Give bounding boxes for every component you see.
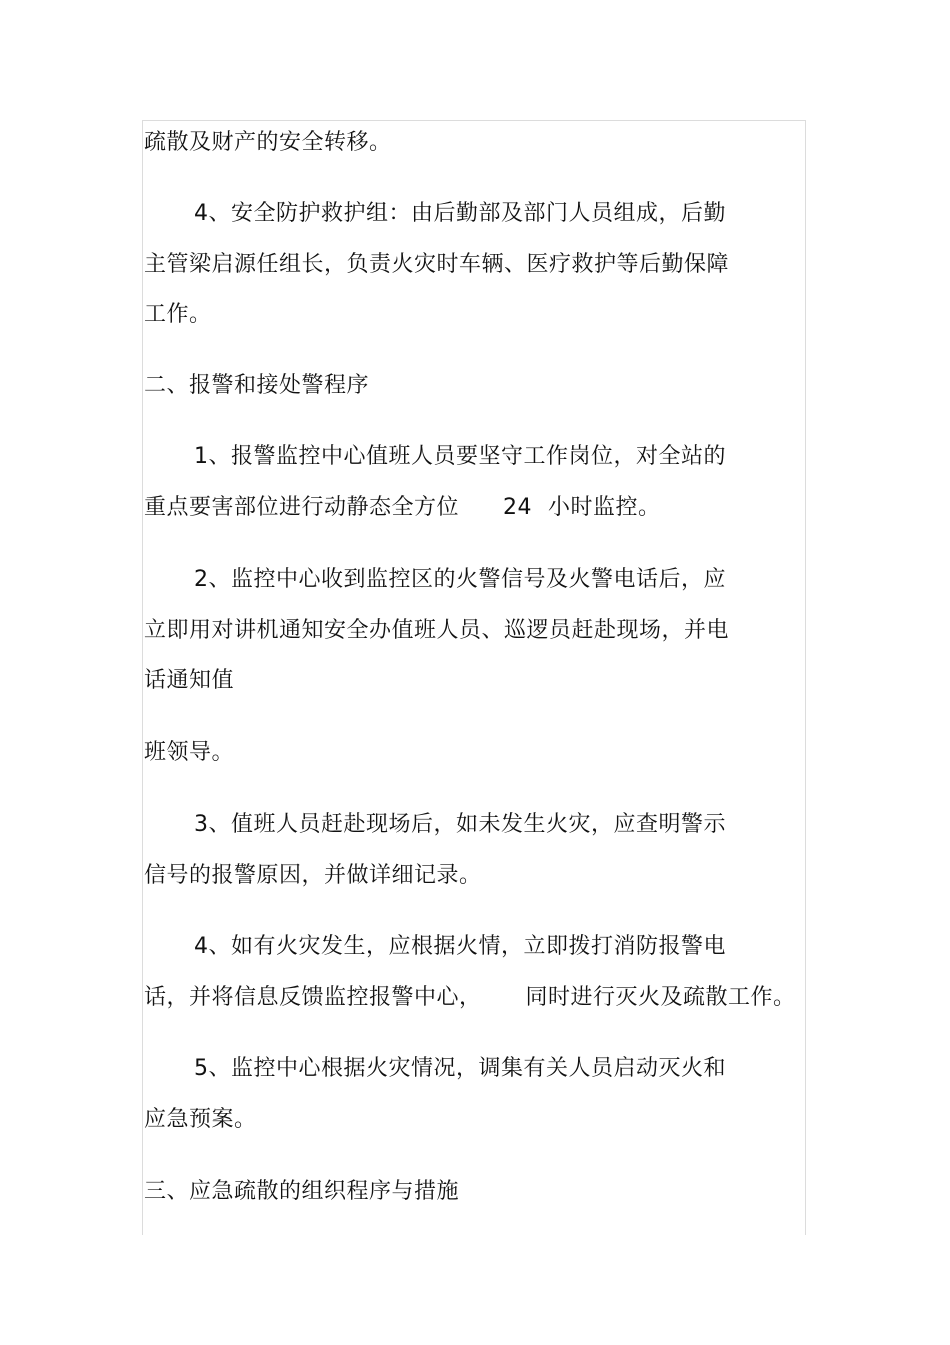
text-line: 主管梁启源任组长，负责火灾时车辆、医疗救护等后勤保障: [144, 252, 730, 277]
text-line: 工作。: [144, 302, 212, 327]
text-line: [144, 493, 661, 523]
number-segment: 24: [503, 495, 533, 520]
text-line: [144, 983, 796, 1013]
text-line: 1、报警监控中心值班人员要坚守工作岗位，对全站的: [194, 444, 726, 469]
text-line: 4、如有火灾发生，应根据火情，立即拨打消防报警电: [194, 934, 726, 959]
text-segment: 小时监控。: [548, 495, 661, 520]
text-line: 班领导。: [144, 740, 235, 765]
section-heading: 二、报警和接处警程序: [144, 373, 370, 398]
text-line: 2、监控中心收到监控区的火警信号及火警电话后，应: [194, 567, 726, 592]
text-segment: 同时进行灭火及疏散工作。: [525, 985, 796, 1010]
text-line: 4、安全防护救护组：由后勤部及部门人员组成，后勤: [194, 201, 726, 226]
text-line: 3、值班人员赶赴现场后，如未发生火灾，应查明警示: [194, 812, 726, 837]
text-line: 立即用对讲机通知安全办值班人员、巡逻员赶赴现场，并电: [144, 618, 730, 643]
text-line: 话通知值: [144, 668, 235, 693]
text-line: 疏散及财产的安全转移。: [144, 130, 392, 155]
section-heading: 三、应急疏散的组织程序与措施: [144, 1179, 460, 1204]
text-segment: 重点要害部位进行动静态全方位: [144, 495, 460, 520]
text-segment: 话，并将信息反馈监控报警中心，: [144, 985, 482, 1010]
text-line: 应急预案。: [144, 1107, 257, 1132]
text-line: 5、监控中心根据火灾情况，调集有关人员启动灭火和: [194, 1056, 726, 1081]
text-line: 信号的报警原因，并做详细记录。: [144, 863, 482, 888]
